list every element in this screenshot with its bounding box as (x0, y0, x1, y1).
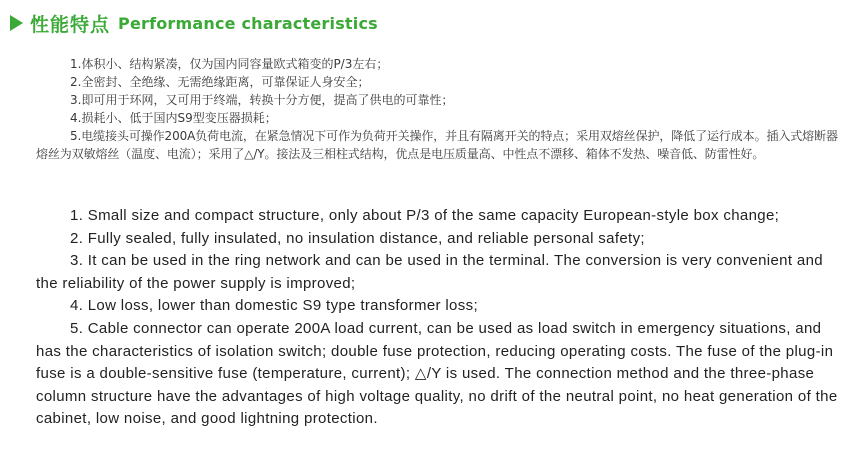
en-feature-3: 3. It can be used in the ring network and can be used in the terminal. The conversion is very convenient and the reliability of the power supply is improved; (36, 252, 823, 292)
chinese-feature-list (36, 55, 848, 163)
cn-feature-4: 4.损耗小、低于国内S9型变压器损耗； (70, 111, 277, 125)
en-feature-4: 4. Low loss, lower than domestic S9 type transformer loss; (70, 297, 478, 315)
cn-feature-3: 3.即可用于环网，又可用于终端，转换十分方便，提高了供电的可靠性； (70, 93, 454, 107)
en-feature-2: 2. Fully sealed, fully insulated, no insulation distance, and reliable personal safety; (70, 229, 645, 247)
cn-feature-1: 1.体积小、结构紧凑，仅为国内同容量欧式箱变的P/3左右； (70, 57, 389, 71)
english-feature-list (36, 205, 848, 431)
play-triangle-icon (10, 15, 23, 31)
section-header (10, 10, 378, 36)
en-feature-5: 5. Cable connector can operate 200A load current, can be used as load switch in emergency situations, and has the characteristics of isolation switch; double fuse protection, reducing operating costs. The fuse of the plug-in fuse is a double-sensitive fuse (temperature, current); △/Y is used. The connection method and the three-phase column structure have the advantages of high voltage quality, no drift of the neutral point, no heat generation of the cabinet, low noise, and good lightning protection. (36, 319, 838, 428)
en-feature-1: 1. Small size and compact structure, only about P/3 of the same capacity European-style box change; (70, 207, 780, 224)
cn-feature-2: 2.全密封、全绝缘、无需绝缘距离，可靠保证人身安全； (70, 75, 370, 89)
title-english: Performance characteristics (118, 13, 378, 33)
title-chinese: 性能特点 (30, 13, 111, 36)
cn-feature-5: 5.电缆接头可操作200A负荷电流，在紧急情况下可作为负荷开关操作，并且有隔离开关的特点；采用双熔丝保护，降低了运行成本。插入式熔断器熔丝为双敏熔丝（温度、电流）；采用了△/Y。接法及三相柱式结构，优点是电压质量高、中性点不漂移、箱体不发热、噪音低、防雷性好。 (36, 129, 838, 161)
